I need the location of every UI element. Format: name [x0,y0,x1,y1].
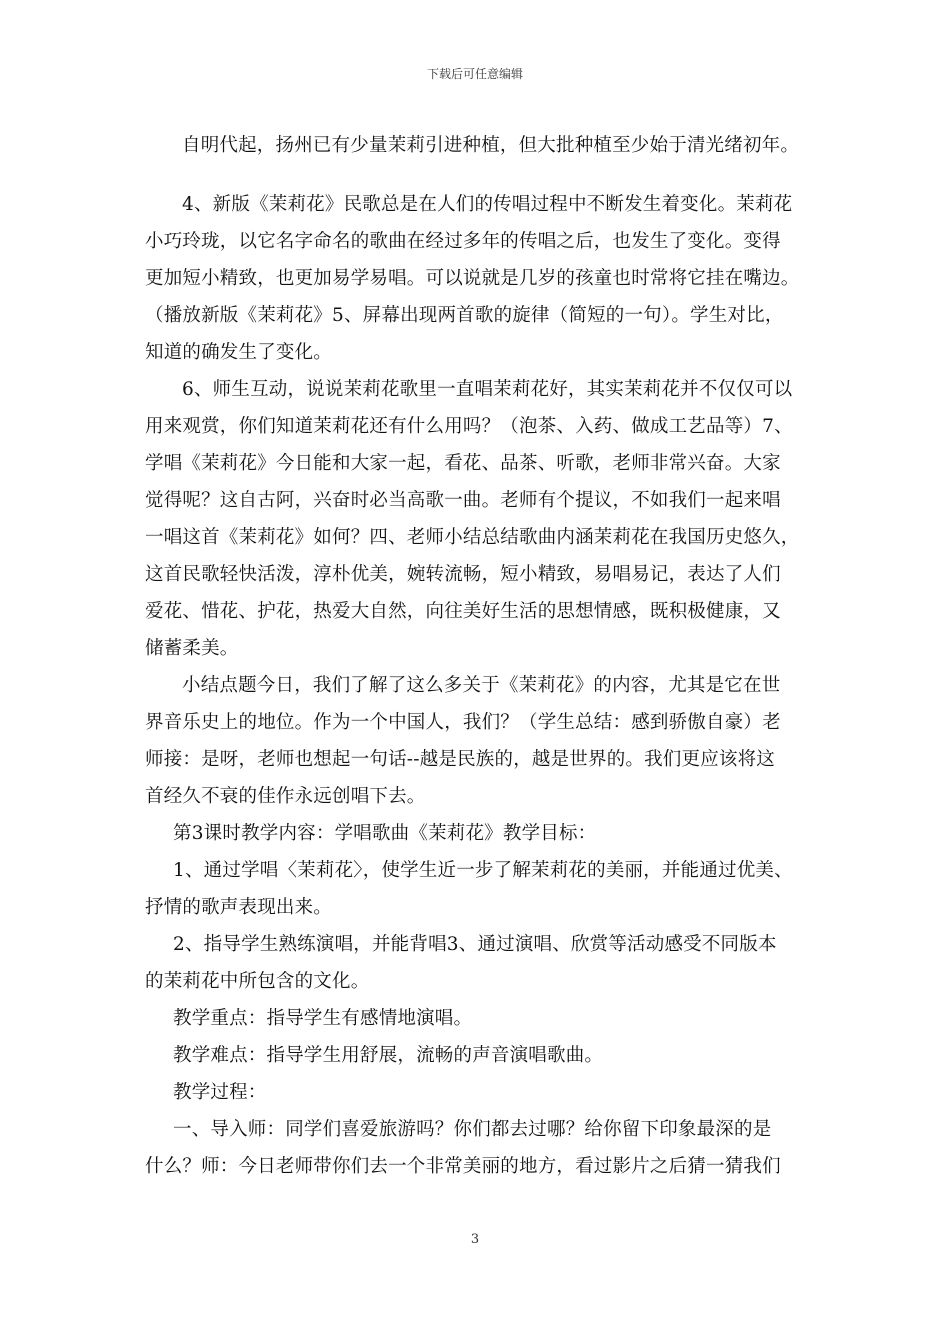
text-line: 1、通过学唱〈茉莉花〉，使学生近一步了解茉莉花的美丽，并能通过优美、 [173,860,793,881]
text-line: 首经久不衰的佳作永远创唱下去。 [145,786,426,807]
text-line: 4、新版《茉莉花》民歌总是在人们的传唱过程中不断发生着变化。茉莉花 [182,194,793,215]
document-body [145,127,817,1185]
text-line: 更加短小精致，也更加易学易唱。可以说就是几岁的孩童也时常将它挂在嘴边。 [145,268,800,289]
text-line: 教学重点：指导学生有感情地演唱。 [173,1008,473,1029]
text-line: 师接：是呀，老师也想起一句话--越是民族的，越是世界的。我们更应该将这 [145,749,776,770]
page-header: 下载后可任意编辑 [426,67,523,81]
text-line: 小巧玲珑，以它名字命名的歌曲在经过多年的传唱之后，也发生了变化。变得 [145,231,781,252]
text-line: 一唱这首《茉莉花》如何？四、老师小结总结歌曲内涵茉莉花在我国历史悠久， [145,527,800,548]
text-line: 学唱《茉莉花》今日能和大家一起，看花、品茶、听歌，老师非常兴奋。大家 [145,453,781,474]
text-line: 第3课时教学内容：学唱歌曲《茉莉花》教学目标： [173,823,597,844]
text-line: 抒情的歌声表现出来。 [145,897,333,918]
text-line: 觉得呢？这自古阿，兴奋时必当高歌一曲。老师有个提议，不如我们一起来唱 [145,490,781,511]
text-line: 一、导入师：同学们喜爱旅游吗？你们都去过哪？给你留下印象最深的是 [173,1119,772,1140]
text-line: 教学难点：指导学生用舒展，流畅的声音演唱歌曲。 [173,1045,604,1066]
text-line: 这首民歌轻快活泼，淳朴优美，婉转流畅，短小精致，易唱易记，表达了人们 [145,564,781,585]
text-line: （播放新版《茉莉花》5、屏幕出现两首歌的旋律（简短的一句）。学生对比， [145,305,784,326]
text-line: 爱花、惜花、护花，热爱大自然，向往美好生活的思想情感，既积极健康，又 [145,601,781,622]
text-line: 知道的确发生了变化。 [145,342,333,363]
text-line: 6、师生互动，说说茉莉花歌里一直唱茉莉花好，其实茉莉花并不仅仅可以 [182,379,793,400]
text-line: 教学过程： [173,1082,267,1103]
text-line: 储蓄柔美。 [145,638,239,659]
text-line: 用来观赏，你们知道茉莉花还有什么用吗？（泡茶、入药、做成工艺品等）7、 [145,416,793,437]
text-line: 的茉莉花中所包含的文化。 [145,971,370,992]
text-line: 小结点题今日，我们了解了这么多关于《茉莉花》的内容，尤其是它在世 [182,675,781,696]
page-number: 3 [470,1232,480,1247]
text-line: 界音乐史上的地位。作为一个中国人，我们？（学生总结：感到骄傲自豪）老 [145,712,781,733]
text-line: 什么？师：今日老师带你们去一个非常美丽的地方，看过影片之后猜一猜我们 [145,1156,781,1177]
text-line: 自明代起，扬州已有少量茉莉引进种植，但大批种植至少始于清光绪初年。 [182,135,800,156]
paragraph-gap [145,164,817,186]
text-line: 2、指导学生熟练演唱，并能背唱3、通过演唱、欣赏等活动感受不同版本 [173,934,777,955]
